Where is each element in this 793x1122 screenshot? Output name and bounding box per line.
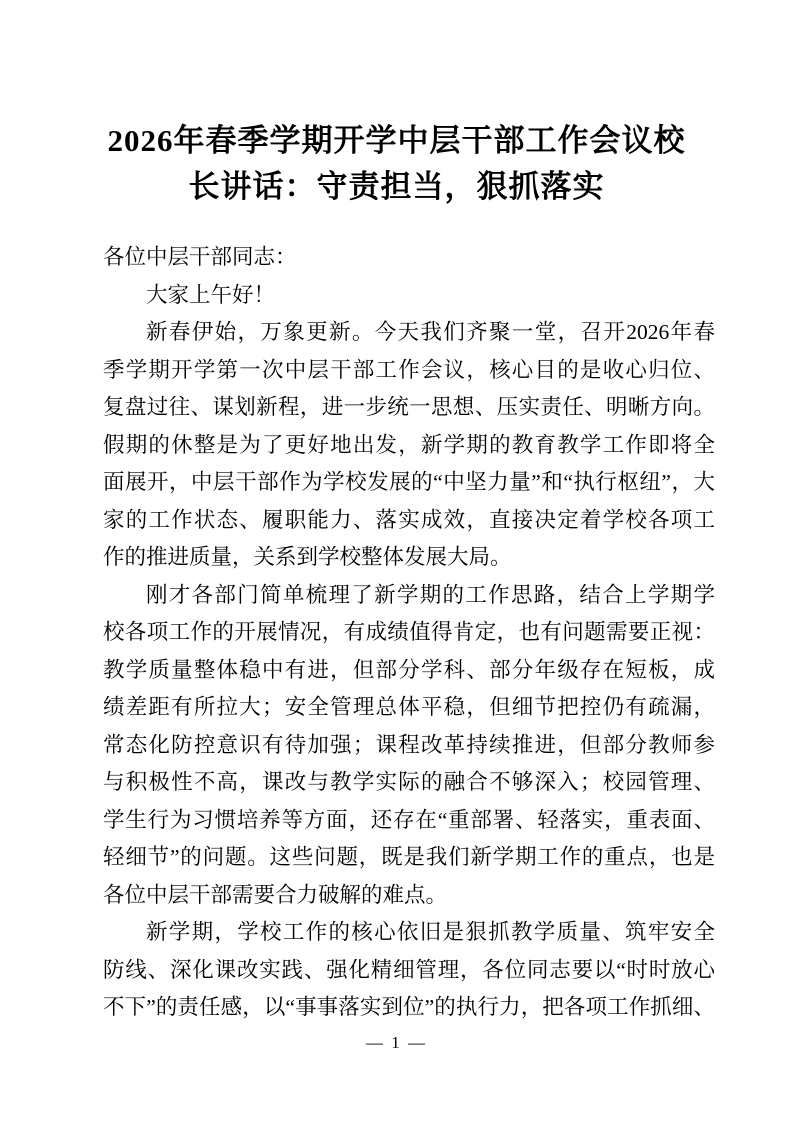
- document-title: [0, 118, 793, 210]
- text-line: 与积极性不高，课改与教学实际的融合不够深入；校园管理、: [103, 770, 715, 794]
- text-line: 家的工作状态、履职能力、落实成效，直接决定着学校各项工: [103, 507, 715, 532]
- paragraph: [103, 914, 715, 1027]
- text-line: 各位中层干部同志：: [103, 245, 297, 269]
- text-line: 复盘过往、谋划新程，进一步统一思想、压实责任、明晰方向。: [103, 395, 715, 419]
- paragraph: [103, 577, 715, 915]
- text-line: 校各项工作的开展情况，有成绩值得肯定，也有问题需要正视：: [103, 620, 715, 644]
- text-line: 大家上午好！: [146, 282, 276, 307]
- text-line: 刚才各部门简单梳理了新学期的工作思路，结合上学期学: [146, 582, 715, 607]
- title-line-2: 长讲话：守责担当，狠抓落实: [188, 169, 605, 204]
- paragraph: [103, 277, 715, 315]
- text-line: 学生行为习惯培养等方面，还存在“重部署、轻落实，重表面、: [103, 807, 715, 832]
- text-line: 假期的休整是为了更好地出发，新学期的教育教学工作即将全: [103, 432, 715, 457]
- text-line: 绩差距有所拉大；安全管理总体平稳，但细节把控仍有疏漏，: [103, 695, 715, 719]
- text-line: 常态化防控意识有待加强；课程改革持续推进，但部分教师参: [103, 732, 715, 757]
- paragraph: [103, 314, 715, 577]
- paragraph: [103, 239, 715, 277]
- text-line: 各位中层干部需要合力破解的难点。: [103, 882, 448, 907]
- text-line: 轻细节”的问题。这些问题，既是我们新学期工作的重点，也是: [103, 845, 715, 869]
- document-body: [103, 239, 715, 1027]
- title-line-1: 2026年春季学期开学中层干部工作会议校: [107, 123, 686, 158]
- text-line: 面展开，中层干部作为学校发展的“中坚力量”和“执行枢纽”，大: [103, 470, 715, 494]
- text-line: 不下”的责任感，以“事事落实到位”的执行力，把各项工作抓细、: [103, 995, 715, 1019]
- text-line: 季学期开学第一次中层干部工作会议，核心目的是收心归位、: [103, 357, 715, 382]
- text-line: 新春伊始，万象更新。今天我们齐聚一堂，召开2026年春: [146, 320, 715, 344]
- page-number: — 1 —: [366, 1033, 427, 1052]
- text-line: 新学期，学校工作的核心依旧是狠抓教学质量、筑牢安全: [146, 920, 715, 944]
- text-line: 作的推进质量，关系到学校整体发展大局。: [103, 545, 512, 569]
- text-line: 防线、深化课改实践、强化精细管理，各位同志要以“时时放心: [103, 957, 715, 982]
- text-line: 教学质量整体稳中有进，但部分学科、部分年级存在短板，成: [103, 657, 715, 682]
